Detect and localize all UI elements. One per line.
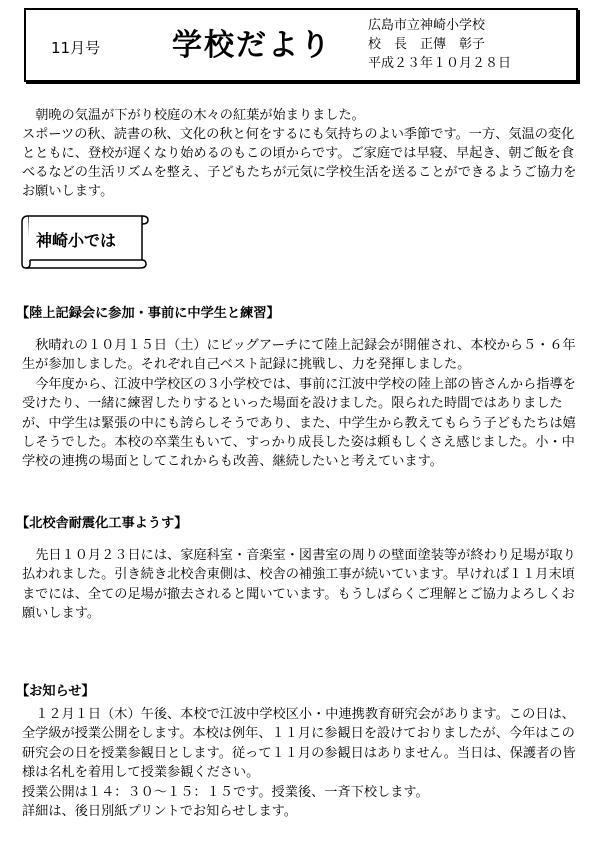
section-heading-construction: 【北校舎耐震化工事ようす】 (16, 516, 188, 531)
section-heading-notice: 【お知らせ】 (16, 684, 95, 699)
intro-line-2: スポーツの秋、読書の秋、文化の秋と何をするにも気持ちのよい季節です。一方、気温の変化とともに、登校が遅くなり始めるのもこの頃からです。ご家庭では早寝、早起き、朝ご飯を食べるなどの生活リズムを整え、子どもたちが元気に学校生活を送ることができるようご協力をお願いします。 (22, 127, 577, 199)
principal-name: 校 長 正傳 彰子 (368, 37, 486, 52)
athletics-para-1: 秋晴れの１０月１５日（土）にビッグアーチにて陸上記録会が開催され、本校から５・６年生が参加しました。それぞれ自己ベスト記録に挑戦し、力を発揮しました。 (22, 338, 576, 373)
notice-para-1: １２月１日（木）午後、本校で江波中学校区小・中連携教育研究会があります。この日は、全学級が授業公開をします。本校は例年、１１月に参観日を設けておりましたが、今年はこの研究会の日を授業参観日とします。従って１１月の参観日はありません。当日は、保護者の皆様は名札を着用して授業参観ください。 (22, 707, 576, 781)
newsletter-header (24, 8, 578, 82)
scroll-banner (20, 212, 150, 270)
newsletter-title: 学校だより (172, 28, 332, 63)
section-body-notice (22, 705, 582, 821)
section-heading-athletics: 【陸上記録会に参加・事前に中学生と練習】 (16, 306, 280, 321)
issue-number: 11月号 (51, 39, 101, 57)
construction-para-1: 先日１０月２３日には、家庭科室・音楽室・図書室の周りの壁面塗装等が終わり足場が取り払われました。引き続き北校舎東側は、校舎の補強工事が続いています。早ければ１１月末頃までには、全ての足場が撤去されると聞いています。もうしばらくご理解とご協力よろしくお願いします。 (22, 548, 576, 622)
notice-para-2: 授業公開は１４：３０～１５：１５です。授業後、一斉下校します。 (22, 784, 429, 800)
section-body-athletics (22, 336, 582, 472)
school-name: 広島市立神崎小学校 (368, 18, 486, 33)
intro-text (22, 106, 582, 201)
athletics-para-2: 今年度から、江波中学校区の３小学校では、事前に江波中学校の陸上部の皆さんから指導を受けたり、一緒に練習したりするといった場面を設けました。限られた時間ではありましたが、中学生は緊張の中にも誇らしそうであり、また、中学生から教えてもらう子どもたちは嬉しそうでした。本校の卒業生もいて、すっかり成長した姿は頼もしくさえ感じました。小・中学校の連携の場面としてこれからも改善、継続したいと考えています。 (22, 376, 576, 470)
school-info (368, 16, 511, 73)
issue-date: 平成２３年１０月２８日 (368, 56, 512, 71)
banner-label: 神崎小では (36, 231, 117, 250)
notice-para-3: 詳細は、後日別紙プリントでお知らせします。 (22, 804, 297, 820)
intro-line-1: 朝晩の気温が下がり校庭の木々の紅葉が始まりました。 (35, 108, 365, 123)
section-body-construction (22, 546, 582, 624)
